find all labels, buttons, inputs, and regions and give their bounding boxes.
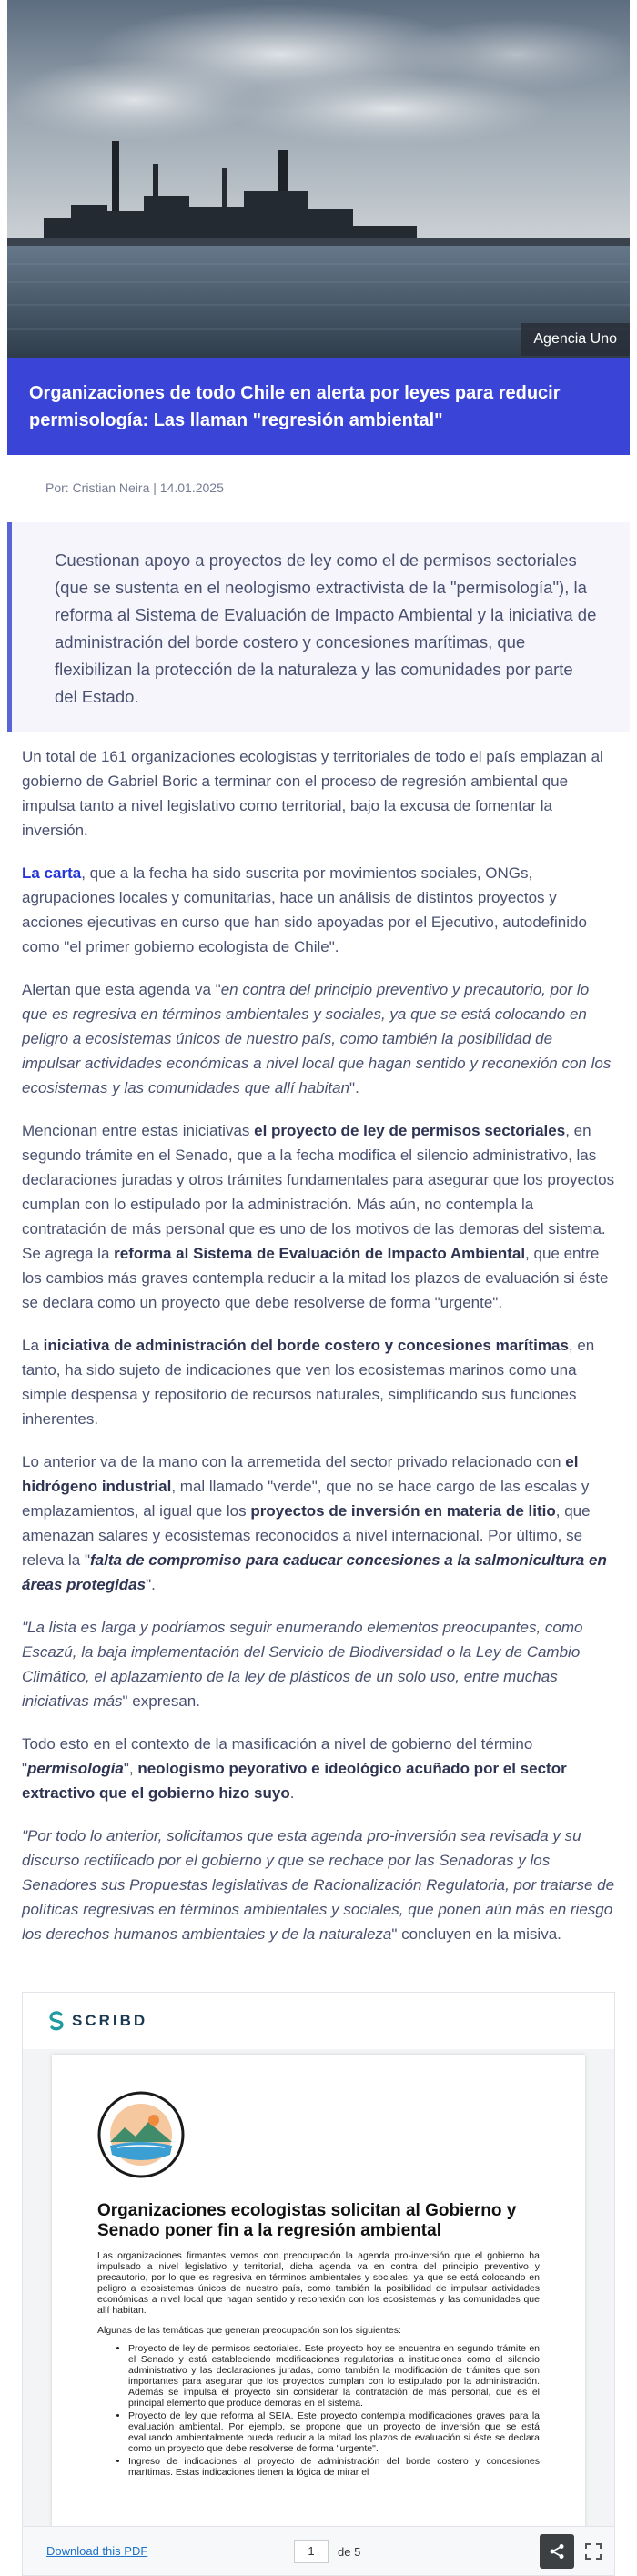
share-button[interactable] (540, 2534, 574, 2569)
pdf-page (52, 2055, 585, 2576)
doc-title: Organizaciones ecologistas solicitan al Gobierno y Senado poner fin a la regresión ambiental (97, 2201, 517, 2240)
byline: Por: Cristian Neira | 14.01.2025 (46, 480, 224, 495)
download-pdf-link[interactable]: Download this PDF (46, 2544, 148, 2558)
paragraph-8: Todo esto en el contexto de la masificación a nivel de gobierno del término "permisología", neologismo peyorativo e ideológico acuñado por el sector extractivo que el gobierno hizo suyo. (22, 1735, 567, 1802)
fullscreen-icon (584, 2542, 602, 2561)
doc-list-item: • Proyecto de ley de permisos sectoriales. Este proyecto hoy se encuentra en segundo trámite en el Senado y está estableciendo modificaciones regulatorias a instituciones como el silencio administrativo y las declaraciones juradas, como también la modificación de trámites que son importantes para asegurar que los proyectos cumplan con lo estipulado por la administración. Además se impulsa el proyecto sin considerar la contratación de más personal, que es el principal elemento que produce demoras en el sistema. (128, 2343, 540, 2409)
doc-list-item: • Proyecto de ley que reforma al SEIA. Este proyecto contempla modificaciones graves para la evaluación ambiental. Por ejemplo, se propone que un proyecto de inversión que se está evaluando ambientalmente pueda reducir a la mitad los plazos de evaluación si éste se declara como un proyecto que debe resolverse de forma "urgente". (128, 2410, 540, 2454)
paragraph-6: Lo anterior va de la mano con la arremetida del sector privado relacionado con el hidrógeno industrial, mal llamado "verde", que no se hace cargo de las escalas y emplazamientos, al igual que los proyectos de inversión en materia de litio, que amenazan salares y ecosistemas reconocidos a nivel internacional. Por último, se releva la "falta de compromiso para caducar concesiones a la salmonicultura en áreas protegidas". (22, 1453, 607, 1593)
paragraph-7: "La lista es larga y podríamos seguir enumerando elementos preocupantes, como Escazú, la baja implementación del Servicio de Biodiversidad o la Ley de Cambio Climático, el aplazamiento de la ley de plásticos de un solo uso, entre muchas iniciativas más" expresan. (22, 1619, 583, 1710)
scribd-logo-icon (48, 2011, 65, 2031)
paragraph-9: "Por todo lo anterior, solicitamos que esta agenda pro-inversión sea revisada y su discurso rectificado por el gobierno y que se rechace por las Senadoras y los Senadores sus Propuestas legislativas de Racionalización Regulatoria, por tratarse de políticas regresivas en términos ambientales y sociales, que ponen aún más en riesgo los derechos humanos ambientales y de la naturaleza" concluyen en la misiva. (22, 1827, 615, 1943)
paragraph-2: La carta, que a la fecha ha sido suscrita por movimientos sociales, ONGs, agrupaciones locales y comunitarias, hace un análisis de distintos proyectos y acciones ejecutivas en curso que han sido apoyadas por el Ejecutivo, autodefinido como "el primer gobierno ecologista de Chile". (22, 864, 587, 955)
organization-seal-icon (97, 2091, 185, 2178)
industrial-coast-photo (7, 0, 630, 358)
paragraph-1: Un total de 161 organizaciones ecologistas y territoriales de todo el país emplazan al gobierno de Gabriel Boric a terminar con el proceso de regresión ambiental que impulsa tanto a nivel legislativo como territorial, bajo la excusa de fomentar la inversión. (22, 748, 603, 839)
paragraph-3: Alertan que esta agenda va "en contra del principio preventivo y precautorio, por lo que es regresiva en términos ambientales y sociales, ya que se está colocando en peligro a ecosistemas únicos de nuestro país, como también la posibilidad de impulsar actividades económicas a nivel local que hagan sentido y reconexión con los ecosistemas y las comunidades que allí habitan". (22, 981, 612, 1096)
article-title: Organizaciones de todo Chile en alerta por leyes para reducir permisología: Las llaman "regresión ambiental" (29, 383, 561, 430)
paragraph-5: La iniciativa de administración del borde costero y concesiones marítimas, en tanto, ha sido sujeto de indicaciones que ven los ecosistemas marinos como una simple despensa y repositorio de recursos naturales, simplificando sus funciones inherentes. (22, 1337, 595, 1428)
page-number-input[interactable]: 1 (294, 2540, 329, 2563)
lead-text: Cuestionan apoyo a proyectos de ley como el de permisos sectoriales (que se sustenta en el neologismo extractivista de la "permisología"), la reforma al Sistema de Evaluación de Impacto Ambiental y la iniciativa de administración del borde costero y concesiones marítimas, que flexibilizan la protección de la naturaleza y las comunidades por parte del Estado. (55, 551, 597, 706)
lead-blockquote (7, 522, 630, 732)
doc-paragraph-2: Algunas de las temáticas que generan preocupación son los siguientes: (97, 2325, 401, 2336)
fullscreen-button[interactable] (580, 2538, 607, 2565)
paragraph-4: Mencionan entre estas iniciativas el proyecto de ley de permisos sectoriales, en segundo trámite en el Senado, que a la fecha modifica el silencio administrativo, las declaraciones juradas y otros trámites fundamentales para asegurar que los proyectos cumplan con lo estipulado por la administración. Más aún, no contempla la contratación de más personal que es uno de los motivos de las demoras del sistema. Se agrega la reforma al Sistema de Evaluación de Impacto Ambiental, que entre los cambios más graves contempla reducir a la mitad los plazos de evaluación si éste se declara como un proyecto que debe resolverse de forma "urgente". (22, 1122, 615, 1311)
title-banner (7, 358, 630, 455)
share-icon (549, 2543, 565, 2560)
doc-list (97, 2343, 540, 2478)
doc-list-item: • Ingreso de indicaciones al proyecto de administración del borde costero y concesiones marítimas. Estas indicaciones tienen la lógica de mirar el (128, 2456, 540, 2478)
photo-credit: Agencia Uno (521, 323, 630, 356)
letter-link[interactable]: La carta (22, 864, 82, 882)
scribd-embed[interactable] (22, 1992, 615, 2576)
hero-image (7, 0, 630, 358)
doc-paragraph-1: Las organizaciones firmantes vemos con preocupación la agenda pro-inversión que el gobierno ha impulsado a nivel legislativo y territorial, dicha agenda va en contra del principio preventivo y precautorio, por lo que es regresiva en términos ambientales y sociales, ya que se está colocando en peligro a ecosistemas únicos de nuestro país, como también la posibilidad de impulsar actividades económicas a nivel local que hagan sentido y reconexión con los ecosistemas y las comunidades que allí habitan. (97, 2250, 540, 2316)
article-body (22, 744, 615, 1965)
embed-toolbar (23, 2526, 615, 2575)
scribd-logo[interactable]: SCRIBD (48, 2011, 147, 2031)
pager (294, 2540, 360, 2563)
page-total: de 5 (338, 2544, 361, 2559)
embed-header (23, 1993, 614, 2049)
